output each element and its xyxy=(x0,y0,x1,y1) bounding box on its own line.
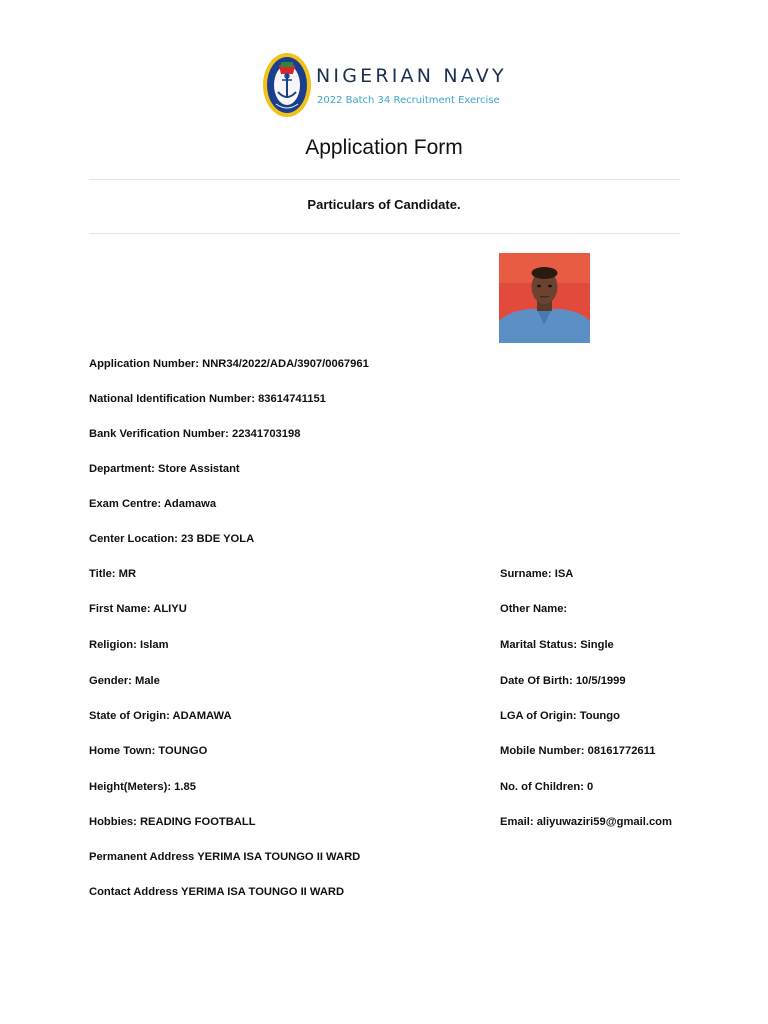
page-title: Application Form xyxy=(305,136,463,159)
field-value: ALIYU xyxy=(153,603,187,615)
field-gender xyxy=(89,675,160,687)
field-contact-address xyxy=(89,886,344,898)
field-bvn xyxy=(89,428,300,440)
field-first-name xyxy=(89,603,187,615)
field-title xyxy=(89,568,136,580)
field-label: Email: xyxy=(500,816,537,828)
field-value: 83614741151 xyxy=(258,393,326,405)
field-label: First Name: xyxy=(89,603,154,615)
field-label: Center Location: xyxy=(89,533,181,545)
field-value: NNR34/2022/ADA/3907/0067961 xyxy=(202,358,369,370)
field-other-name xyxy=(500,603,567,615)
recruitment-subtitle: 2022 Batch 34 Recruitment Exercise xyxy=(317,95,500,106)
field-value: Adamawa xyxy=(163,498,217,510)
field-hobbies xyxy=(89,816,256,828)
field-label: Application Number: xyxy=(89,358,203,370)
field-label: Mobile Number: xyxy=(500,745,588,757)
field-label: Surname: xyxy=(500,568,555,580)
field-value: aliyuwaziri59@gmail.com xyxy=(536,816,672,828)
field-height xyxy=(89,781,196,793)
field-label: State of Origin: xyxy=(89,710,173,722)
field-label: Department: xyxy=(89,463,158,475)
field-permanent-address xyxy=(89,851,360,863)
field-value: 22341703198 xyxy=(231,428,301,440)
field-label: Date Of Birth: xyxy=(500,675,576,687)
field-label: Gender: xyxy=(89,675,136,687)
field-date-of-birth xyxy=(500,675,626,687)
field-home-town xyxy=(89,745,207,757)
field-label: Marital Status: xyxy=(500,639,581,651)
nigerian-navy-crest-icon xyxy=(262,52,312,118)
field-label: Contact Address xyxy=(89,886,182,898)
field-value: YERIMA ISA TOUNGO II WARD xyxy=(197,851,361,863)
field-value: Store Assistant xyxy=(158,463,240,475)
field-surname xyxy=(500,568,573,580)
field-value: 23 BDE YOLA xyxy=(181,533,255,545)
field-center-location xyxy=(89,533,254,545)
field-value: TOUNGO xyxy=(158,745,208,757)
candidate-passport-photo xyxy=(499,253,590,343)
field-state-of-origin xyxy=(89,710,232,722)
field-exam-centre xyxy=(89,498,216,510)
field-children xyxy=(500,781,593,793)
field-label: National Identification Number: xyxy=(89,393,259,405)
field-value: 0 xyxy=(587,781,594,793)
field-value: ISA xyxy=(554,568,574,580)
field-value: YERIMA ISA TOUNGO II WARD xyxy=(181,886,345,898)
field-religion xyxy=(89,639,169,651)
field-value: 08161772611 xyxy=(587,745,656,757)
field-label: Religion: xyxy=(89,639,140,651)
field-email xyxy=(500,816,672,828)
field-label: Bank Verification Number: xyxy=(89,428,232,440)
section-title: Particulars of Candidate. xyxy=(307,197,461,212)
field-label: No. of Children: xyxy=(500,781,588,793)
field-value: MR xyxy=(118,568,137,580)
field-label: Hobbies: xyxy=(89,816,140,828)
field-label: Title: xyxy=(89,568,119,580)
field-value: Islam xyxy=(139,639,169,651)
field-value: Toungo xyxy=(579,710,620,722)
divider xyxy=(89,233,680,234)
field-value: 10/5/1999 xyxy=(575,675,626,687)
field-value: ADAMAWA xyxy=(172,710,232,722)
divider xyxy=(89,179,680,180)
field-department xyxy=(89,463,240,475)
field-lga-of-origin xyxy=(500,710,620,722)
field-value: READING FOOTBALL xyxy=(139,816,256,828)
field-marital-status xyxy=(500,639,614,651)
field-label: Home Town: xyxy=(89,745,159,757)
organization-name: NIGERIAN NAVY xyxy=(316,65,507,87)
field-label: Other Name: xyxy=(500,603,568,615)
field-value: Male xyxy=(135,675,160,687)
field-label: Permanent Address xyxy=(89,851,198,863)
field-label: Height(Meters): xyxy=(89,781,175,793)
field-label: LGA of Origin: xyxy=(500,710,580,722)
field-mobile-number xyxy=(500,745,655,757)
field-value: 1.85 xyxy=(174,781,196,793)
field-nin xyxy=(89,393,326,405)
field-value: Single xyxy=(580,639,614,651)
field-application-number xyxy=(89,358,369,370)
field-label: Exam Centre: xyxy=(89,498,164,510)
